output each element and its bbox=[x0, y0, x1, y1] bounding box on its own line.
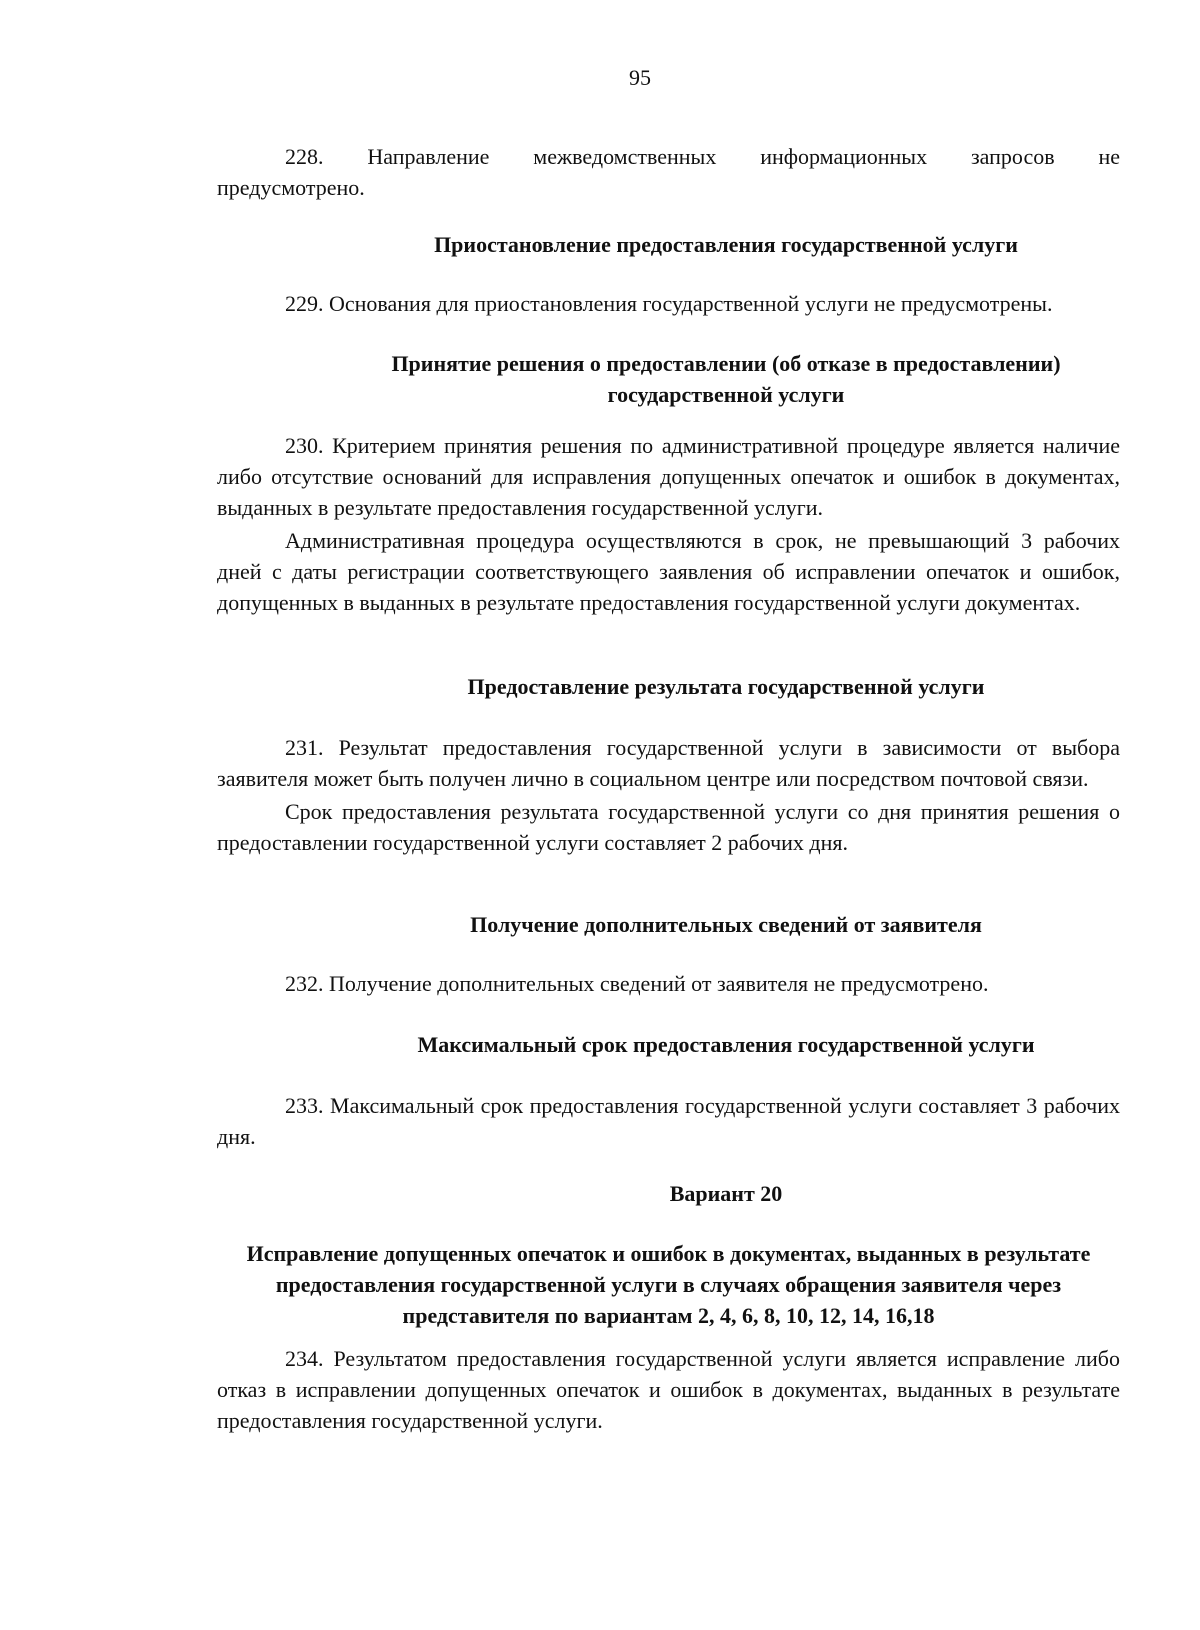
paragraph-228-line2: предусмотрено. bbox=[217, 175, 365, 200]
heading-suspension bbox=[217, 229, 1120, 260]
paragraph-229 bbox=[217, 288, 1120, 319]
heading-fix-line3: представителя по вариантам 2, 4, 6, 8, 10, 12, 14, 16,18 bbox=[402, 1303, 935, 1328]
paragraph-228-line1: 228. Направление межведомственных информационных запросов не bbox=[285, 144, 1120, 169]
paragraph-233 bbox=[217, 1090, 1120, 1152]
heading-suspension-text: Приостановление предоставления государственной услуги bbox=[434, 232, 1018, 257]
paragraph-234-text: 234. Результатом предоставления государственной услуги является исправление либо отказ в исправлении допущенных опечаток и ошибок в документах, выданных в результате предоставления государственной услуги. bbox=[217, 1346, 1120, 1433]
heading-additional-text: Получение дополнительных сведений от заявителя bbox=[470, 912, 982, 937]
paragraph-230-group bbox=[217, 430, 1120, 618]
heading-decision-line1: Принятие решения о предоставлении (об отказе в предоставлении) bbox=[391, 351, 1061, 376]
heading-fix-line1: Исправление допущенных опечаток и ошибок в документах, выданных в результате bbox=[246, 1241, 1091, 1266]
heading-variant bbox=[217, 1178, 1120, 1209]
paragraph-233-text: 233. Максимальный срок предоставления государственной услуги составляет 3 рабочих дня. bbox=[217, 1093, 1120, 1149]
heading-result bbox=[217, 671, 1120, 702]
paragraph-228 bbox=[217, 141, 1120, 203]
heading-additional bbox=[217, 909, 1120, 940]
paragraph-230: 230. Критерием принятия решения по административной процедуре является наличие либо отсутствие оснований для исправления допущенных опечаток и ошибок в документах, выданных в результате предоставления государственной услуги. bbox=[217, 433, 1120, 520]
paragraph-229-text: 229. Основания для приостановления государственной услуги не предусмотрены. bbox=[285, 291, 1053, 316]
paragraph-232-text: 232. Получение дополнительных сведений от заявителя не предусмотрено. bbox=[285, 971, 989, 996]
paragraph-231: 231. Результат предоставления государственной услуги в зависимости от выбора заявителя может быть получен лично в социальном центре или посредством почтовой связи. bbox=[217, 735, 1120, 791]
paragraph-234 bbox=[217, 1343, 1120, 1436]
heading-fix-line2: предоставления государственной услуги в случаях обращения заявителя через bbox=[275, 1272, 1062, 1297]
paragraph-232 bbox=[217, 968, 1120, 999]
heading-variant-text: Вариант 20 bbox=[669, 1181, 783, 1206]
heading-maxterm-text: Максимальный срок предоставления государственной услуги bbox=[417, 1032, 1035, 1057]
heading-result-text: Предоставление результата государственной услуги bbox=[467, 674, 985, 699]
heading-decision bbox=[217, 348, 1120, 410]
heading-fix bbox=[217, 1238, 1120, 1331]
page-number: 95 bbox=[629, 65, 651, 90]
paragraph-230-procedure: Административная процедура осуществляются в срок, не превышающий 3 рабочих дней с даты регистрации соответствующего заявления об исправлении опечаток и ошибок, допущенных в выданных в результате предоставления государственной услуги документах. bbox=[217, 528, 1120, 615]
paragraph-231-group bbox=[217, 732, 1120, 858]
heading-decision-line2: государственной услуги bbox=[607, 382, 845, 407]
paragraph-231-term: Срок предоставления результата государственной услуги со дня принятия решения о предоставлении государственной услуги составляет 2 рабочих дня. bbox=[217, 799, 1120, 855]
heading-maxterm bbox=[217, 1029, 1120, 1060]
